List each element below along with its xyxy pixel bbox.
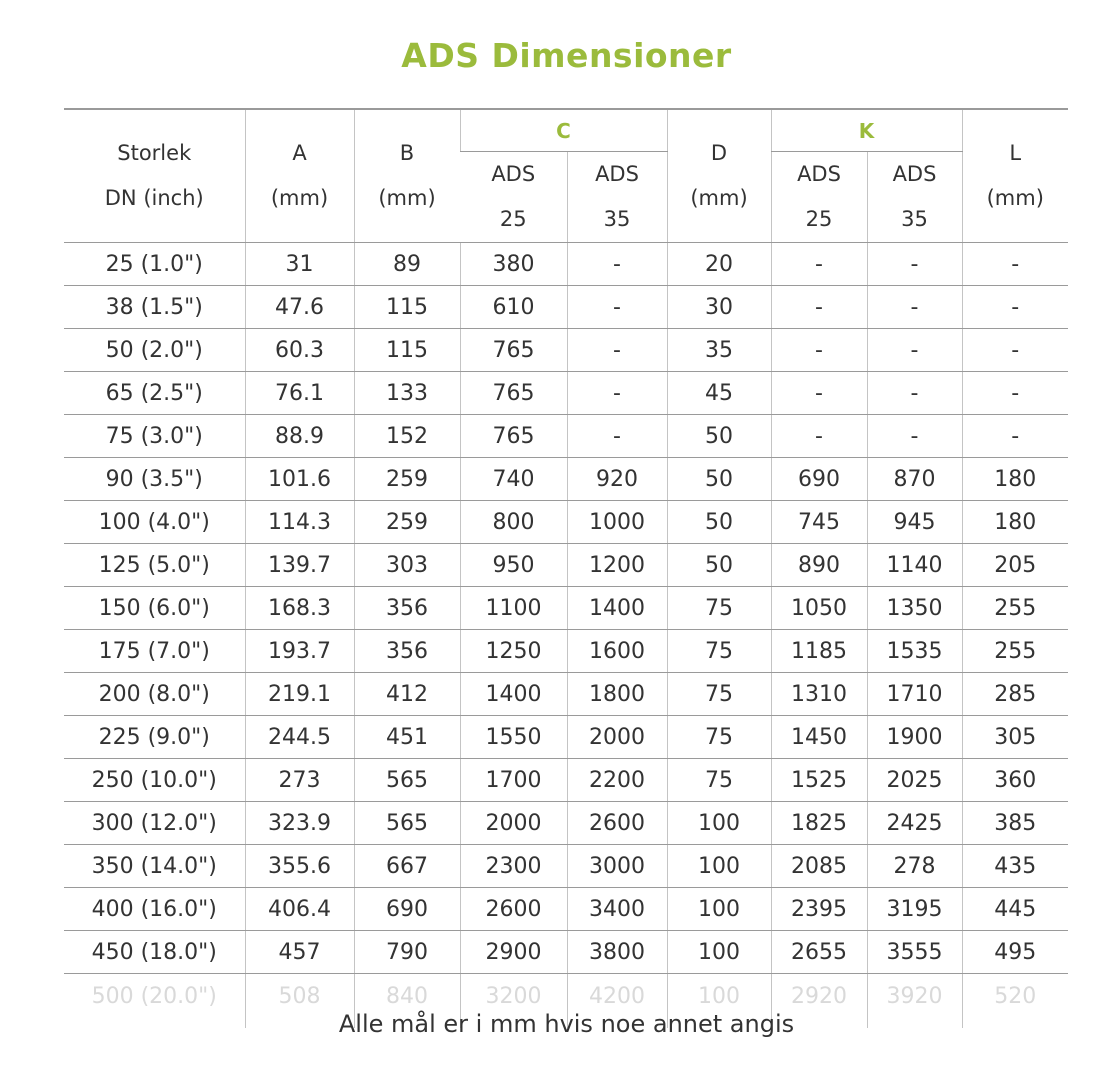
cell-b: 412 — [354, 673, 460, 716]
cell-b: 152 — [354, 415, 460, 458]
cell-d: 75 — [667, 630, 771, 673]
cell-k-ads35: - — [867, 286, 962, 329]
table-row — [64, 630, 1068, 673]
cell-l: 180 — [962, 458, 1068, 501]
cell-c-ads35: - — [567, 372, 667, 415]
cell-c-ads25: 765 — [460, 329, 567, 372]
footnote: Alle mål er i mm hvis noe annet angis — [338, 1010, 795, 1038]
cell-a: 457 — [245, 931, 354, 974]
header-k-ads25: ADS 25 — [771, 152, 867, 243]
table-body — [64, 243, 1068, 1029]
cell-k-ads35: 1900 — [867, 716, 962, 759]
cell-l: - — [962, 286, 1068, 329]
cell-c-ads25: 380 — [460, 243, 567, 286]
cell-storlek: 65 (2.5") — [64, 372, 245, 415]
cell-k-ads35: - — [867, 372, 962, 415]
cell-k-ads25: - — [771, 329, 867, 372]
cell-c-ads25: 1100 — [460, 587, 567, 630]
cell-k-ads25: 890 — [771, 544, 867, 587]
cell-k-ads25: 2395 — [771, 888, 867, 931]
cell-storlek: 400 (16.0") — [64, 888, 245, 931]
cell-b: 89 — [354, 243, 460, 286]
cell-b: 790 — [354, 931, 460, 974]
cell-l: 385 — [962, 802, 1068, 845]
cell-k-ads25: 745 — [771, 501, 867, 544]
cell-l: 360 — [962, 759, 1068, 802]
cell-b: 356 — [354, 587, 460, 630]
cell-storlek: 25 (1.0") — [64, 243, 245, 286]
cell-k-ads35: 1710 — [867, 673, 962, 716]
cell-a: 193.7 — [245, 630, 354, 673]
cell-a: 139.7 — [245, 544, 354, 587]
cell-c-ads25: 1700 — [460, 759, 567, 802]
cell-a: 508 — [245, 974, 354, 1029]
cell-b: 565 — [354, 802, 460, 845]
cell-k-ads25: 2920 — [771, 974, 867, 1029]
table-row — [64, 587, 1068, 630]
cell-b: 667 — [354, 845, 460, 888]
cell-k-ads25: 1450 — [771, 716, 867, 759]
cell-c-ads25: 3200 — [460, 974, 567, 1029]
cell-a: 88.9 — [245, 415, 354, 458]
cell-a: 47.6 — [245, 286, 354, 329]
cell-c-ads35: - — [567, 286, 667, 329]
table-row — [64, 458, 1068, 501]
cell-l: 435 — [962, 845, 1068, 888]
cell-storlek: 90 (3.5") — [64, 458, 245, 501]
cell-k-ads35: 945 — [867, 501, 962, 544]
cell-d: 50 — [667, 415, 771, 458]
cell-c-ads35: 1000 — [567, 501, 667, 544]
cell-k-ads35: - — [867, 243, 962, 286]
header-c-ads25: ADS 25 — [460, 152, 567, 243]
table-row — [64, 286, 1068, 329]
cell-c-ads35: 3800 — [567, 931, 667, 974]
header-a: A (mm) — [245, 109, 354, 243]
cell-c-ads35: 2600 — [567, 802, 667, 845]
cell-c-ads35: - — [567, 243, 667, 286]
cell-l: 305 — [962, 716, 1068, 759]
cell-storlek: 175 (7.0") — [64, 630, 245, 673]
header-d: D (mm) — [667, 109, 771, 243]
cell-l: 445 — [962, 888, 1068, 931]
cell-storlek: 38 (1.5") — [64, 286, 245, 329]
cell-c-ads25: 1400 — [460, 673, 567, 716]
cell-a: 244.5 — [245, 716, 354, 759]
cell-d: 100 — [667, 931, 771, 974]
cell-k-ads35: 278 — [867, 845, 962, 888]
cell-b: 690 — [354, 888, 460, 931]
cell-a: 60.3 — [245, 329, 354, 372]
cell-c-ads25: 740 — [460, 458, 567, 501]
cell-c-ads35: 1600 — [567, 630, 667, 673]
cell-c-ads25: 1550 — [460, 716, 567, 759]
table-row — [64, 415, 1068, 458]
table-row — [64, 372, 1068, 415]
table-row — [64, 888, 1068, 931]
cell-a: 323.9 — [245, 802, 354, 845]
cell-storlek: 75 (3.0") — [64, 415, 245, 458]
header-storlek: Storlek DN (inch) — [64, 109, 245, 243]
cell-storlek: 300 (12.0") — [64, 802, 245, 845]
cell-storlek: 200 (8.0") — [64, 673, 245, 716]
cell-a: 114.3 — [245, 501, 354, 544]
cell-k-ads25: 2655 — [771, 931, 867, 974]
header-group-c: C — [460, 109, 667, 152]
header-l: L (mm) — [962, 109, 1068, 243]
table-row — [64, 243, 1068, 286]
cell-d: 50 — [667, 458, 771, 501]
cell-storlek: 125 (5.0") — [64, 544, 245, 587]
cell-storlek: 350 (14.0") — [64, 845, 245, 888]
cell-l: 285 — [962, 673, 1068, 716]
cell-b: 115 — [354, 329, 460, 372]
cell-l: - — [962, 372, 1068, 415]
table-row — [64, 845, 1068, 888]
cell-k-ads25: 1050 — [771, 587, 867, 630]
cell-storlek: 450 (18.0") — [64, 931, 245, 974]
cell-k-ads35: - — [867, 329, 962, 372]
cell-storlek: 500 (20.0") — [91, 984, 217, 1009]
cell-c-ads25: 2300 — [460, 845, 567, 888]
cell-c-ads35: 920 — [567, 458, 667, 501]
cell-k-ads25: 2085 — [771, 845, 867, 888]
cell-l: 255 — [962, 630, 1068, 673]
cell-c-ads25: 765 — [460, 415, 567, 458]
table-row — [64, 673, 1068, 716]
cell-k-ads35: 2425 — [867, 802, 962, 845]
header-k-ads35: ADS 35 — [867, 152, 962, 243]
cell-a: 168.3 — [245, 587, 354, 630]
cell-k-ads35: 1350 — [867, 587, 962, 630]
cell-d: 35 — [667, 329, 771, 372]
cell-c-ads35: 1800 — [567, 673, 667, 716]
cell-b: 303 — [354, 544, 460, 587]
cell-k-ads35: 870 — [867, 458, 962, 501]
cell-d: 75 — [667, 716, 771, 759]
cell-l: 180 — [962, 501, 1068, 544]
cell-storlek: 225 (9.0") — [64, 716, 245, 759]
cell-a: 273 — [245, 759, 354, 802]
cell-b: 356 — [354, 630, 460, 673]
cell-c-ads25: 2600 — [460, 888, 567, 931]
cell-c-ads35: - — [567, 329, 667, 372]
cell-k-ads35: - — [867, 415, 962, 458]
cell-k-ads35: 3555 — [867, 931, 962, 974]
cell-d: 75 — [667, 587, 771, 630]
table-row — [64, 759, 1068, 802]
cell-k-ads25: 1825 — [771, 802, 867, 845]
cell-l: 520 — [962, 974, 1068, 1029]
cell-l: 255 — [962, 587, 1068, 630]
cell-k-ads35: 3920 — [867, 974, 962, 1029]
cell-d: 100 — [667, 845, 771, 888]
cell-d: 45 — [667, 372, 771, 415]
cell-k-ads35: 1140 — [867, 544, 962, 587]
cell-k-ads25: - — [771, 372, 867, 415]
cell-k-ads35: 1535 — [867, 630, 962, 673]
cell-d: 30 — [667, 286, 771, 329]
table-header — [64, 109, 1068, 243]
cell-storlek: 100 (4.0") — [64, 501, 245, 544]
cell-d: 100 — [667, 974, 771, 1029]
cell-c-ads35: 2200 — [567, 759, 667, 802]
cell-c-ads25: 2900 — [460, 931, 567, 974]
header-c-ads35: ADS 35 — [567, 152, 667, 243]
dimensions-table — [64, 108, 1068, 1028]
cell-storlek: 250 (10.0") — [64, 759, 245, 802]
cell-c-ads35: 4200 — [567, 974, 667, 1029]
table-row — [64, 329, 1068, 372]
cell-storlek: 150 (6.0") — [64, 587, 245, 630]
cell-k-ads25: 1525 — [771, 759, 867, 802]
cell-l: - — [962, 415, 1068, 458]
cell-c-ads25: 610 — [460, 286, 567, 329]
page-title: ADS Dimensioner — [401, 36, 732, 75]
table-row — [64, 802, 1068, 845]
cell-b: 115 — [354, 286, 460, 329]
cell-k-ads25: 1310 — [771, 673, 867, 716]
cell-c-ads25: 1250 — [460, 630, 567, 673]
table-row — [64, 544, 1068, 587]
cell-l: - — [962, 243, 1068, 286]
cell-k-ads25: 690 — [771, 458, 867, 501]
cell-b: 259 — [354, 501, 460, 544]
cell-c-ads35: 1200 — [567, 544, 667, 587]
cell-d: 75 — [667, 673, 771, 716]
cell-c-ads35: 1400 — [567, 587, 667, 630]
cell-k-ads25: - — [771, 415, 867, 458]
cell-b: 565 — [354, 759, 460, 802]
cell-c-ads35: 3000 — [567, 845, 667, 888]
cell-a: 101.6 — [245, 458, 354, 501]
cell-c-ads25: 2000 — [460, 802, 567, 845]
cell-c-ads35: 2000 — [567, 716, 667, 759]
table-row — [64, 931, 1068, 974]
cell-b: 133 — [354, 372, 460, 415]
header-group-k: K — [771, 109, 962, 152]
table-row — [64, 716, 1068, 759]
cell-d: 20 — [667, 243, 771, 286]
cell-l: 495 — [962, 931, 1068, 974]
cell-k-ads25: - — [771, 243, 867, 286]
cell-k-ads25: - — [771, 286, 867, 329]
cell-a: 406.4 — [245, 888, 354, 931]
cell-d: 100 — [667, 888, 771, 931]
cell-b: 840 — [354, 974, 460, 1029]
cell-storlek: 50 (2.0") — [64, 329, 245, 372]
cell-c-ads25: 800 — [460, 501, 567, 544]
cell-l: - — [962, 329, 1068, 372]
cell-d: 75 — [667, 759, 771, 802]
cell-d: 50 — [667, 544, 771, 587]
cell-k-ads35: 3195 — [867, 888, 962, 931]
cell-a: 76.1 — [245, 372, 354, 415]
cell-a: 31 — [245, 243, 354, 286]
cell-d: 100 — [667, 802, 771, 845]
cell-d: 50 — [667, 501, 771, 544]
cell-l: 205 — [962, 544, 1068, 587]
header-b: B (mm) — [354, 109, 460, 243]
cell-k-ads25: 1185 — [771, 630, 867, 673]
cell-c-ads25: 765 — [460, 372, 567, 415]
cell-b: 451 — [354, 716, 460, 759]
cell-a: 355.6 — [245, 845, 354, 888]
cell-b: 259 — [354, 458, 460, 501]
cell-c-ads25: 950 — [460, 544, 567, 587]
cell-k-ads35: 2025 — [867, 759, 962, 802]
cell-a: 219.1 — [245, 673, 354, 716]
cell-c-ads35: - — [567, 415, 667, 458]
table-row — [64, 501, 1068, 544]
cell-c-ads35: 3400 — [567, 888, 667, 931]
